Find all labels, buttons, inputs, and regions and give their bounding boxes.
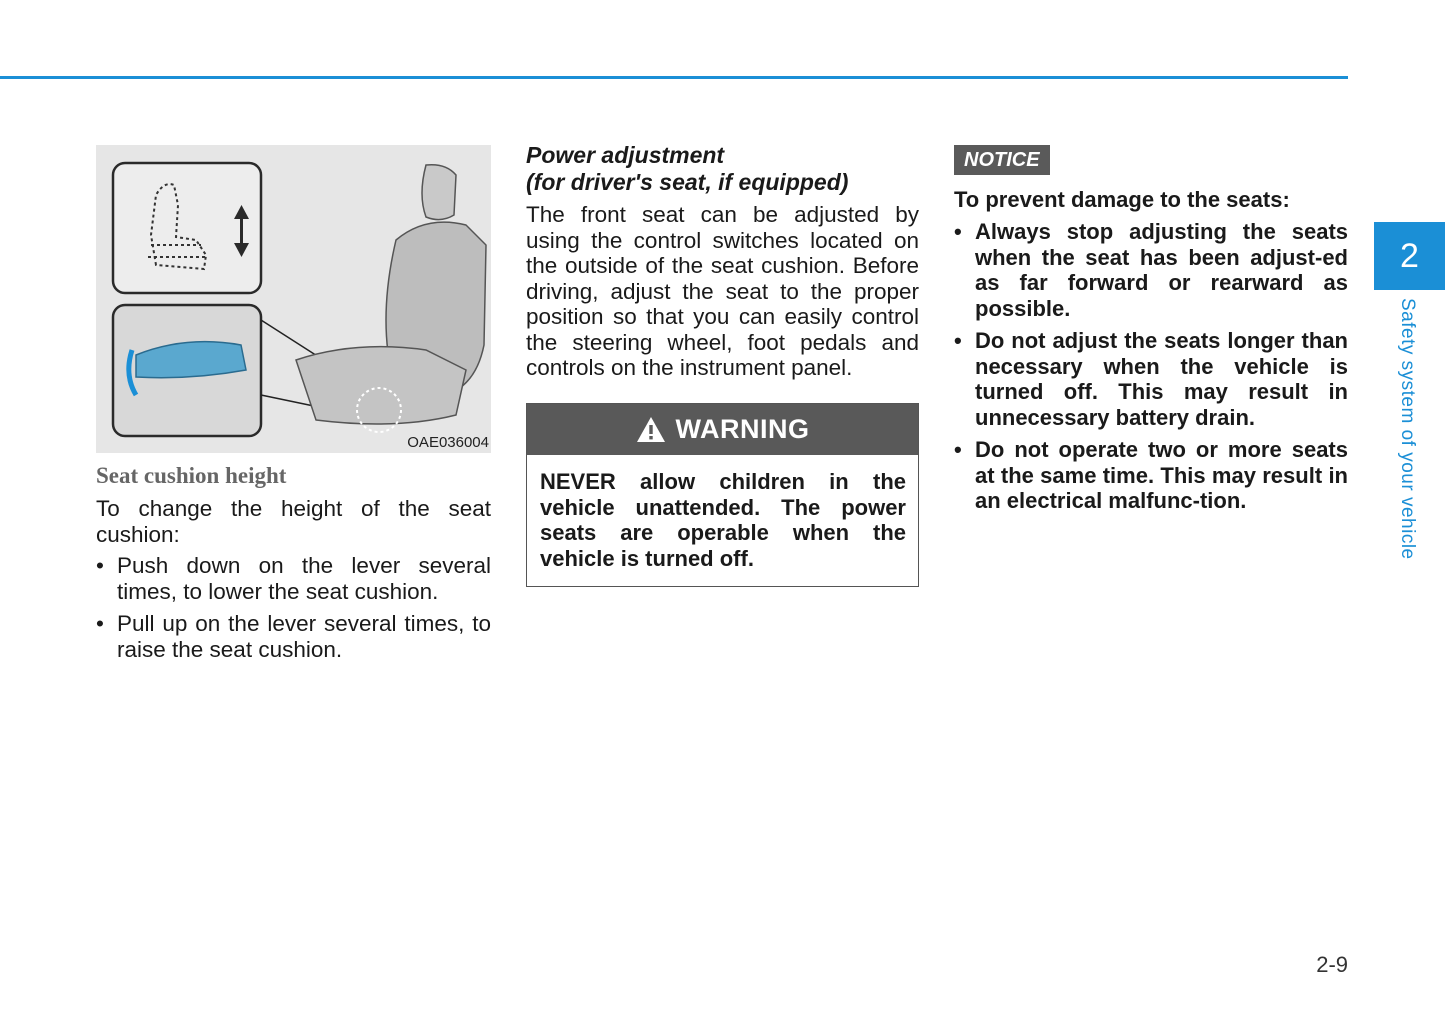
section-heading-seat-cushion: Seat cushion height [96, 463, 287, 488]
list-item: • Push down on the lever several times, to lower the seat cushion. [96, 553, 491, 604]
warning-text: NEVER allow children in the vehicle unattended. The power seats are operable when the vehicle is turned off. [540, 469, 906, 571]
notice-label: NOTICE [954, 145, 1050, 175]
heading-line: Power adjustment [526, 142, 725, 168]
header-rule [0, 76, 1348, 79]
list-item: • Always stop adjusting the seats when the seat has been adjust-ed as far forward or rearward as possible. [954, 219, 1348, 321]
page-number: 2-9 [1316, 952, 1348, 977]
figure-code: OAE036004 [407, 434, 489, 451]
power-adjustment-body: The front seat can be adjusted by using the control switches located on the outside of the seat cushion. Before driving, adjust the seat to the proper position so that you can easily control the steering wheel, foot pedals and controls on the instrument panel. [526, 202, 919, 380]
warning-header [527, 404, 918, 455]
seat-adjustment-illustration-icon [96, 145, 491, 453]
seat-cushion-intro: To change the height of the seat cushion: [96, 496, 491, 547]
list-item: • Do not adjust the seats longer than necessary when the vehicle is turned off. This may result in unnecessary battery drain. [954, 328, 1348, 430]
power-adjustment-heading [526, 142, 919, 196]
list-item: • Do not operate two or more seats at the same time. This may result in an electrical malfunc-tion. [954, 437, 1348, 514]
list-item: • Pull up on the lever several times, to raise the seat cushion. [96, 611, 491, 662]
warning-box [526, 403, 919, 587]
notice-bullets [954, 219, 1348, 521]
section-tab: 2 [1374, 222, 1445, 290]
heading-line: (for driver's seat, if equipped) [526, 169, 849, 195]
seat-figure [96, 145, 491, 453]
warning-triangle-icon [636, 416, 666, 443]
notice-intro: To prevent damage to the seats: [954, 187, 1290, 212]
seat-cushion-bullets [96, 553, 491, 669]
warning-label: WARNING [675, 414, 810, 444]
section-title: Safety system of your vehicle [1397, 298, 1418, 560]
